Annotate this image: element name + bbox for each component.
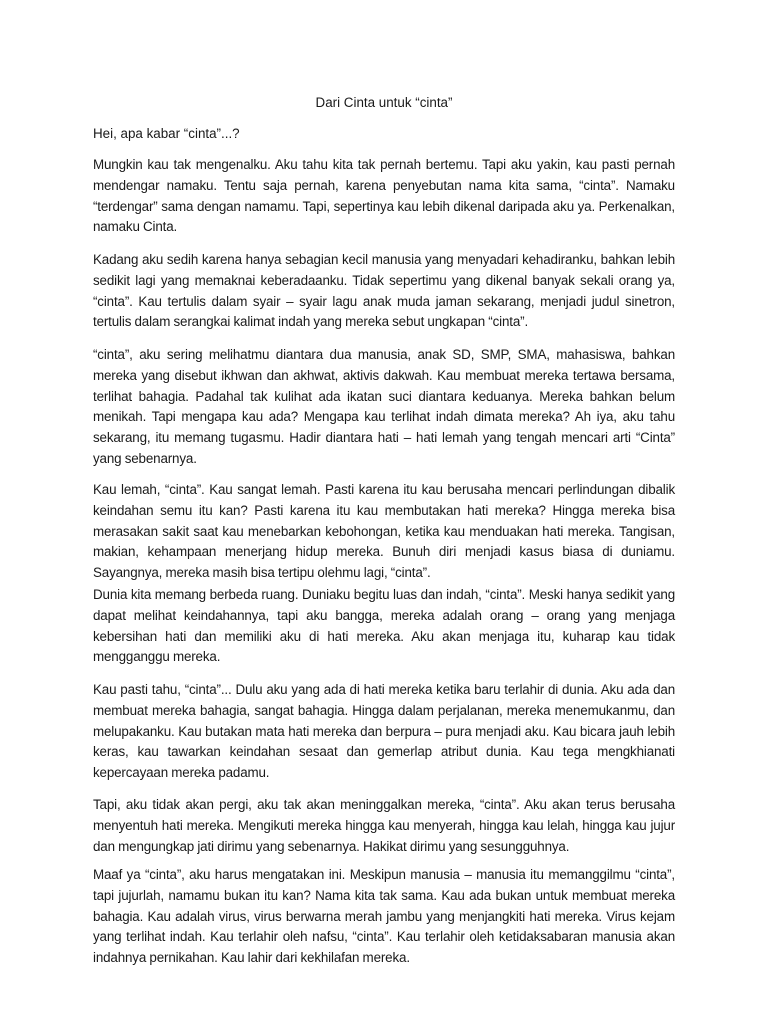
paragraph-7: Tapi, aku tidak akan pergi, aku tak akan meninggalkan mereka, “cinta”. Aku akan terus berusaha menyentuh hati mereka. Mengikuti mereka hingga kau menyerah, hingga kau lelah, hingga kau jujur dan mengungkap jati dirimu yang sebenarnya. Hakikat dirimu yang sesungguhnya. [93, 797, 675, 854]
greeting-line: Hei, apa kabar “cinta”...? [93, 126, 240, 141]
paragraph-2: Kadang aku sedih karena hanya sebagian kecil manusia yang menyadari kehadiranku, bahkan lebih sedikit lagi yang memaknai keberadaanku. Tidak sepertimu yang dikenal banyak sekali orang ya, “cinta”. Kau tertulis dalam syair – syair lagu anak muda jaman sekarang, menjadi judul sinetron, tertulis dalam serangkai kalimat indah yang mereka sebut ungkapan “cinta”. [93, 252, 675, 330]
paragraph-6: Kau pasti tahu, “cinta”... Dulu aku yang ada di hati mereka ketika baru terlahir di dunia. Aku ada dan membuat mereka bahagia, sangat bahagia. Hingga dalam perjalanan, mereka menemukanmu, dan melupakanku. Kau butakan mata hati mereka dan berpura – pura menjadi aku. Kau bicara jauh lebih keras, kau tawarkan keindahan sesaat dan gemerlap atribut dunia. Kau tega mengkhianati kepercayaan mereka padamu. [93, 682, 675, 781]
document-title: Dari Cinta untuk “cinta” [315, 95, 453, 110]
paragraph-5: Dunia kita memang berbeda ruang. Duniaku begitu luas dan indah, “cinta”. Meski hanya sedikit yang dapat melihat keindahannya, tapi aku bangga, mereka adalah orang – orang yang menjaga kebersihan hati dan memiliki aku di hati mereka. Aku akan menjaga itu, kuharap kau tidak mengganggu mereka. [93, 587, 675, 665]
paragraph-3: “cinta”, aku sering melihatmu diantara dua manusia, anak SD, SMP, SMA, mahasiswa, bahkan mereka yang disebut ikhwan dan akhwat, aktivis dakwah. Kau membuat mereka tertawa bersama, terlihat bahagia. Padahal tak kulihat ada ikatan suci diantara keduanya. Mereka bahkan belum menikah. Tapi mengapa kau ada? Mengapa kau terlihat indah dimata mereka? Ah iya, aku tahu sekarang, itu memang tugasmu. Hadir diantara hati – hati lemah yang tengah mencari arti “Cinta” yang sebenarnya. [93, 347, 675, 466]
paragraph-1: Mungkin kau tak mengenalku. Aku tahu kita tak pernah bertemu. Tapi aku yakin, kau pasti pernah mendengar namaku. Tentu saja pernah, karena penyebutan nama kita sama, “cinta”. Namaku “terdengar” sama dengan namamu. Tapi, sepertinya kau lebih dikenal daripada aku ya. Perkenalkan, namaku Cinta. [93, 157, 675, 235]
paragraph-8: Maaf ya “cinta”, aku harus mengatakan ini. Meskipun manusia – manusia itu memanggilmu “cinta”, tapi jujurlah, namamu bukan itu kan? Nama kita tak sama. Kau ada bukan untuk membuat mereka bahagia. Kau adalah virus, virus berwarna merah jambu yang menjangkiti hati mereka. Virus kejam yang terlihat indah. Kau terlahir oleh nafsu, “cinta”. Kau terlahir oleh ketidaksabaran manusia akan indahnya pernikahan. Kau lahir dari kekhilafan mereka. [93, 867, 675, 966]
paragraph-4: Kau lemah, “cinta”. Kau sangat lemah. Pasti karena itu kau berusaha mencari perlindungan dibalik keindahan semu itu kan? Pasti karena itu kau membutakan hati mereka? Hingga mereka bisa merasakan sakit saat kau menebarkan kebohongan, ketika kau menduakan hati mereka. Tangisan, makian, kehampaan menerjang hidup mereka. Bunuh diri menjadi kasus biasa di duniamu. Sayangnya, mereka masih bisa tertipu olehmu lagi, “cinta”. [93, 482, 675, 581]
